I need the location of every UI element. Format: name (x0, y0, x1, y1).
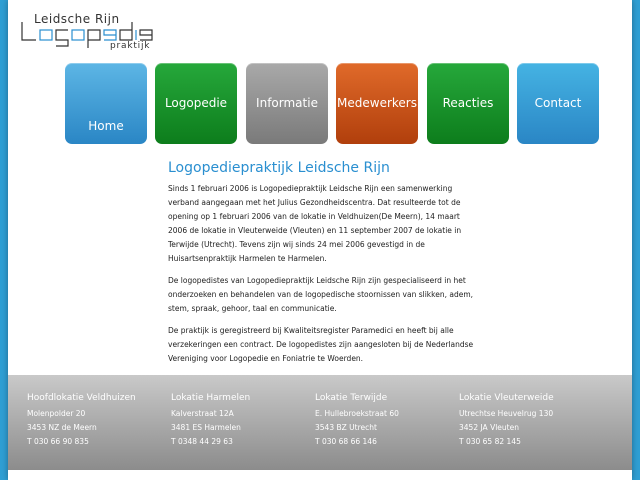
location-name: Lokatie Terwijde (315, 393, 388, 403)
nav-medewerkers-button[interactable] (336, 63, 418, 144)
nav-reacties-label: Reacties (442, 96, 494, 110)
location-city: 3453 NZ de Meern (27, 423, 97, 432)
location-city: 3452 JA Vleuten (459, 423, 519, 432)
location-street: Molenpolder 20 (27, 409, 86, 418)
page (8, 0, 632, 480)
location-phone: T 030 65 82 145 (459, 437, 521, 446)
intro-paragraph: Sinds 1 februari 2006 is Logopediepraktijk Leidsche Rijn een samenwerking verband aangegaan met het Julius Gezondheidscentra. Dat resulteerde tot de opening op 1 februari 2006 van de lokatie in Veldhuizen(De Meern), 14 maart 2006 de lokatie in Vleuterweide (Vleuten) en 11 september 2007 de lokatie in Terwijde (Utrecht). Tevens zijn wij sinds 24 mei 2006 gevestigd in de Huisartsenpraktijk Harmelen te Harmelen. (168, 184, 462, 263)
nav-logopedie-button[interactable] (155, 63, 237, 144)
logo[interactable] (20, 10, 180, 58)
nav-medewerkers-label: Medewerkers (337, 96, 417, 110)
nav-home-button[interactable] (65, 63, 147, 144)
footer (8, 375, 632, 470)
footer-location (459, 393, 599, 449)
location-city: 3543 BZ Utrecht (315, 423, 377, 432)
footer-location (27, 393, 167, 449)
location-phone: T 030 68 66 146 (315, 437, 377, 446)
nav-informatie-button[interactable] (246, 63, 328, 144)
location-street: Kalverstraat 12A (171, 409, 234, 418)
location-city: 3481 ES Harmelen (171, 423, 241, 432)
nav-logopedie-label: Logopedie (164, 96, 228, 110)
location-name: Lokatie Vleuterweide (459, 393, 554, 403)
location-name: Hoofdlokatie Veldhuizen (27, 393, 136, 403)
main-content (168, 160, 478, 374)
page-title: Logopediepraktijk Leidsche Rijn (168, 160, 390, 176)
nav-reacties-button[interactable] (427, 63, 509, 144)
nav-home-label: Home (88, 119, 124, 133)
logo-bottom-text: praktijk (110, 41, 151, 51)
specialization-paragraph: De logopedistes van Logopediepraktijk Leidsche Rijn zijn gespecialiseerd in het onderzoeken en behandelen van de logopedische stoornissen van slikken, adem, stem, spraak, gehoor, taal en communicatie. (168, 276, 474, 313)
footer-location (315, 393, 455, 449)
logo-top-text: Leidsche Rijn (34, 12, 120, 26)
logo-graphic (20, 20, 180, 50)
nav-contact-button[interactable] (517, 63, 599, 144)
location-phone: T 030 66 90 835 (27, 437, 89, 446)
location-street: Utrechtse Heuvelrug 130 (459, 409, 554, 418)
nav-contact-label: Contact (534, 96, 582, 110)
registration-paragraph: De praktijk is geregistreerd bij Kwaliteitsregister Paramedici en heeft bij alle verzekeringen een contract. De logopedistes zijn aangesloten bij de Nederlandse Vereniging voor Logopedie en Foniatrie te Woerden. (168, 326, 474, 363)
location-phone: T 0348 44 29 63 (171, 437, 233, 446)
footer-location (171, 393, 311, 449)
location-name: Lokatie Harmelen (171, 393, 251, 403)
nav-informatie-label: Informatie (256, 96, 318, 110)
location-street: E. Hullebroekstraat 60 (315, 409, 399, 418)
